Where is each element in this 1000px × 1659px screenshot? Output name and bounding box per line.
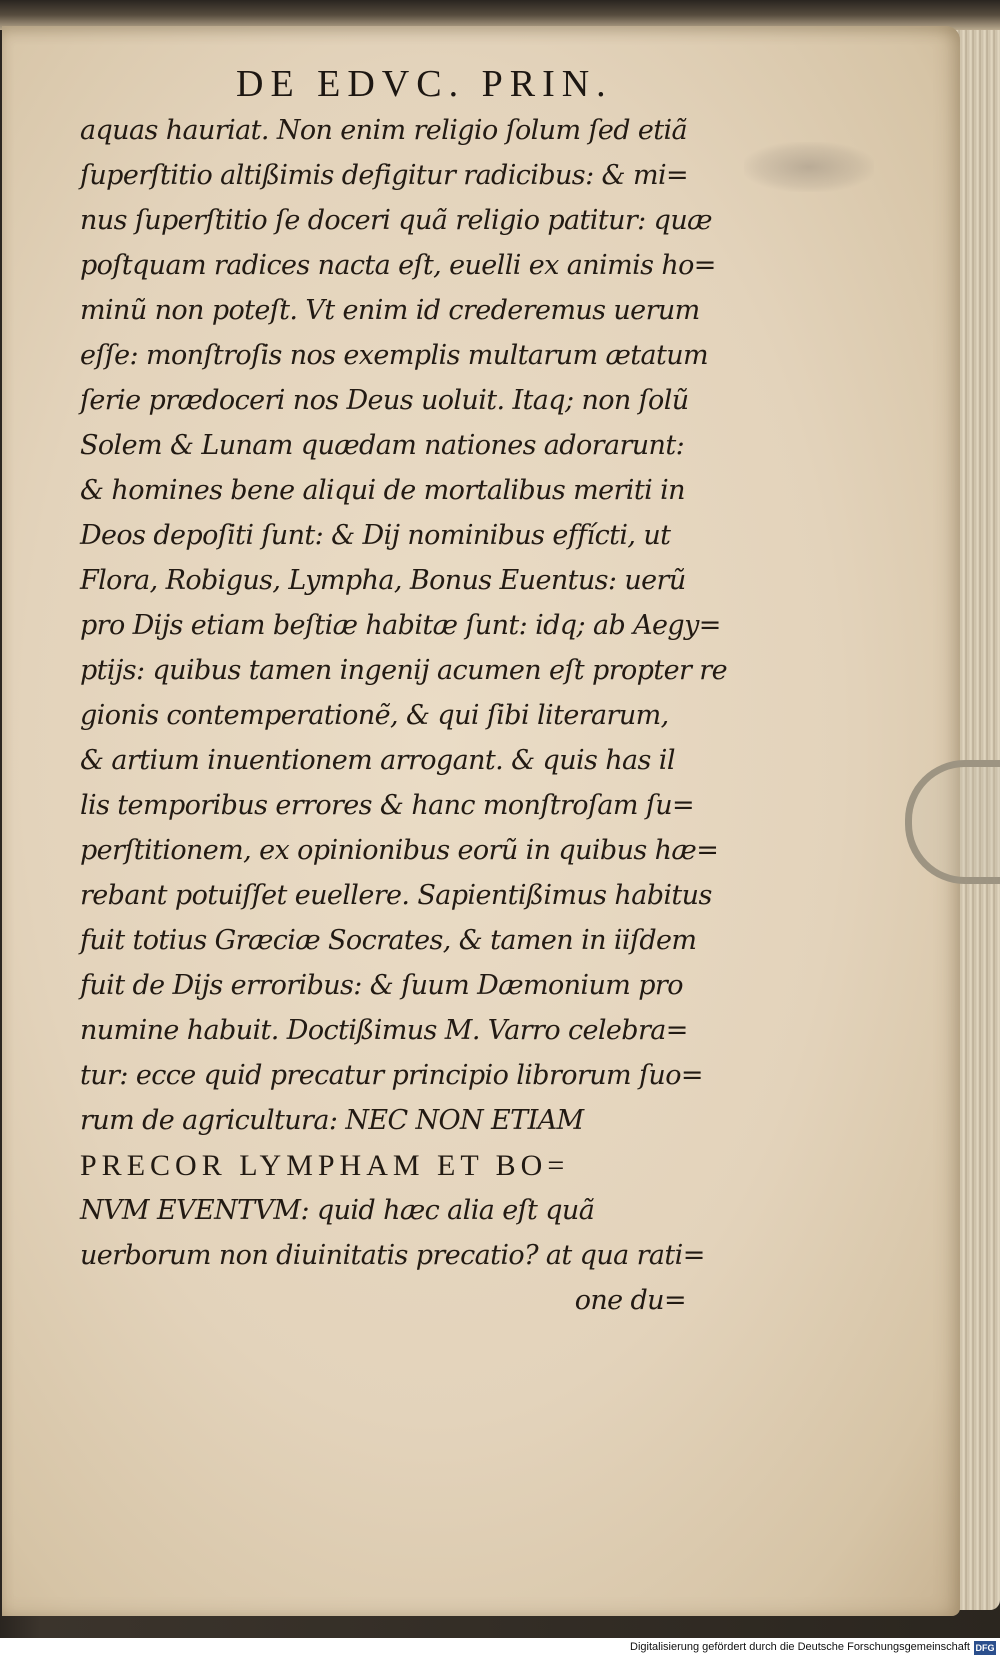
dfg-logo: DFG xyxy=(975,1643,995,1653)
text-line: Solem & Lunam quædam nationes adorarunt: xyxy=(80,430,685,461)
library-stamp-mark xyxy=(744,142,874,192)
catchword: one du= xyxy=(574,1285,686,1316)
text-line: lis temporibus errores & hanc monſtroſam ſu= xyxy=(80,790,695,821)
text-line: perſtitionem, ex opinionibus eorũ in quibus hæ= xyxy=(80,835,719,866)
text-line-capitals: PRECOR LYMPHAM ET BO= xyxy=(80,1149,570,1182)
footer-credit: Digitalisierung gefördert durch die Deutsche Forschungsgemeinschaft xyxy=(630,1641,970,1653)
text-line: minũ non poteſt. Vt enim id crederemus uerum xyxy=(80,295,700,326)
text-line: ptijs: quibus tamen ingenij acumen eſt propter re xyxy=(80,655,727,686)
text-line: & artium inuentionem arrogant. & quis has il xyxy=(80,745,675,776)
text-line: rum de agricultura: NEC NON ETIAM xyxy=(80,1105,584,1136)
text-line: numine habuit. Doctißimus M. Varro celebra= xyxy=(80,1015,688,1046)
text-line: & homines bene aliqui de mortalibus meriti in xyxy=(80,475,685,506)
text-line: gionis contemperationẽ, & qui ſibi literarum, xyxy=(80,700,669,731)
text-line: NVM EVENTVM: quid hæc alia eſt quã xyxy=(80,1195,595,1226)
text-line: pro Dijs etiam beſtiæ habitæ ſunt: idq; ab Aegy= xyxy=(80,610,721,641)
text-line: fuit totius Græciæ Socrates, & tamen in iiſdem xyxy=(80,925,697,956)
text-line: Deos depoſiti ſunt: & Dij nominibus effícti, ut xyxy=(80,520,671,551)
text-line: nus ſuperſtitio ſe doceri quã religio patitur: quæ xyxy=(80,205,712,236)
body-text xyxy=(80,108,726,1323)
text-line: tur: ecce quid precatur principio librorum ſuo= xyxy=(80,1060,703,1091)
text-line: poſtquam radices nacta eſt, euelli ex animis ho= xyxy=(80,250,716,281)
text-line: uerborum non diuinitatis precatio? at qua rati= xyxy=(80,1240,705,1271)
text-line: eſſe: monſtroſis nos exemplis multarum ætatum xyxy=(80,340,709,371)
running-head: DE EDVC. PRIN. xyxy=(236,63,613,105)
text-line: aquas hauriat. Non enim religio ſolum ſed etiã xyxy=(80,115,688,146)
text-line: Flora, Robigus, Lympha, Bonus Euentus: uerũ xyxy=(80,565,686,596)
text-line: ſuperſtitio altißimis defigitur radicibus: & mi= xyxy=(80,160,689,191)
text-line: rebant potuiſſet euellere. Sapientißimus habitus xyxy=(80,880,712,911)
text-line: fuit de Dijs erroribus: & ſuum Dæmonium pro xyxy=(80,970,683,1001)
text-line: ſerie prædoceri nos Deus uoluit. Itaq; non ſolũ xyxy=(80,385,689,416)
